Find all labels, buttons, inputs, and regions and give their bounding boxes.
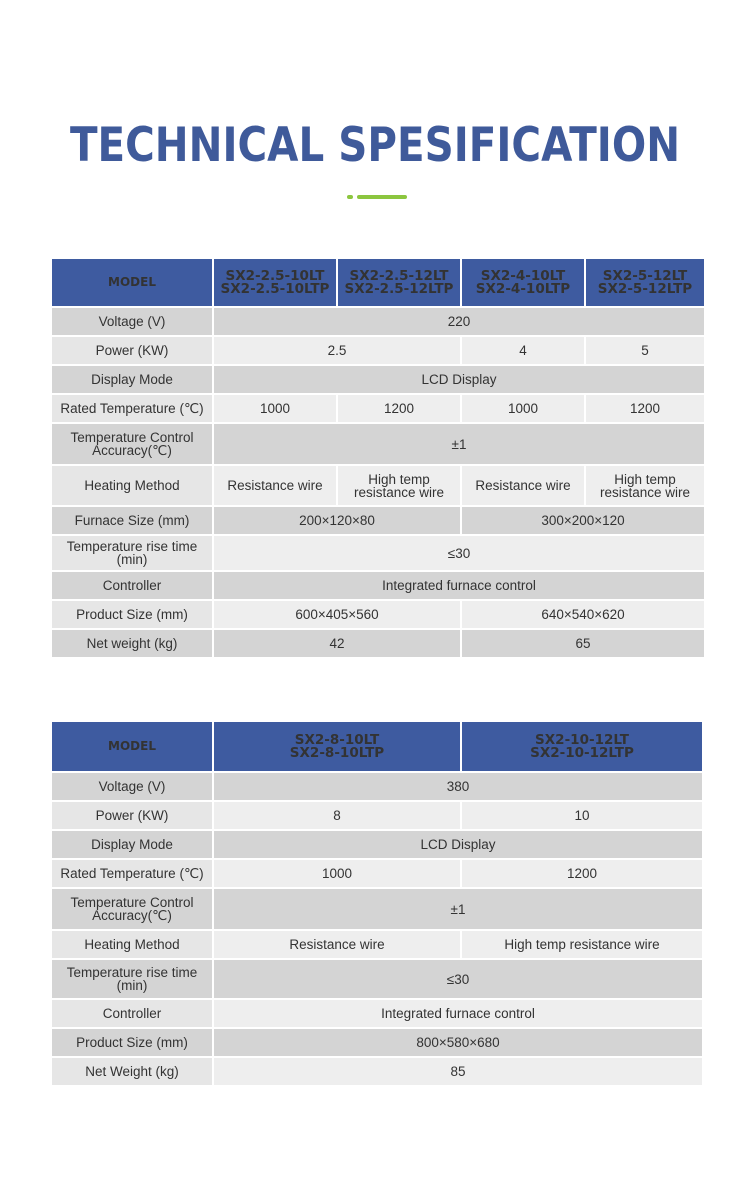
cell-value: 1000 bbox=[462, 395, 584, 422]
model-name: SX2-8-10LTP bbox=[289, 744, 385, 761]
row-label: Furnace Size (mm) bbox=[52, 507, 212, 534]
table-row bbox=[52, 1000, 702, 1027]
cell-value: Resistance wire bbox=[214, 466, 336, 505]
cell-value: Integrated furnace control bbox=[214, 572, 704, 599]
cell-value: 4 bbox=[462, 337, 584, 364]
model-name: SX2-10-12LTP bbox=[530, 744, 634, 761]
model-header: MODEL bbox=[52, 722, 212, 771]
table-row bbox=[52, 831, 702, 858]
cell-value: 220 bbox=[214, 308, 704, 335]
table-row bbox=[52, 1058, 702, 1085]
row-label: Product Size (mm) bbox=[52, 1029, 212, 1056]
cell-value: 65 bbox=[462, 630, 704, 657]
row-label: Heating Method bbox=[52, 466, 212, 505]
table-row bbox=[52, 960, 702, 998]
cell-value: 380 bbox=[214, 773, 702, 800]
model-name: SX2-2.5-10LT bbox=[225, 267, 325, 284]
model-name: SX2-10-12LT bbox=[535, 731, 629, 748]
cell-value: 300×200×120 bbox=[462, 507, 704, 534]
model-name: SX2-5-12LTP bbox=[597, 280, 693, 297]
table-row bbox=[52, 630, 704, 657]
cell-value: High temp resistance wire bbox=[462, 931, 702, 958]
table-row bbox=[52, 395, 704, 422]
spec-table-1 bbox=[50, 257, 706, 659]
cell-value: ≤30 bbox=[214, 960, 702, 998]
cell-value: Resistance wire bbox=[462, 466, 584, 505]
table-row bbox=[52, 572, 704, 599]
model-header: MODEL bbox=[52, 259, 212, 306]
row-label: Voltage (V) bbox=[52, 773, 212, 800]
cell-value: 1000 bbox=[214, 395, 336, 422]
cell-value: LCD Display bbox=[214, 831, 702, 858]
row-label: Display Mode bbox=[52, 831, 212, 858]
model-name: SX2-2.5-12LT bbox=[349, 267, 449, 284]
model-name: SX2-4-10LTP bbox=[475, 280, 571, 297]
row-label: Net Weight (kg) bbox=[52, 1058, 212, 1085]
cell-value: 10 bbox=[462, 802, 702, 829]
cell-value: Integrated furnace control bbox=[214, 1000, 702, 1027]
table-row bbox=[52, 536, 704, 570]
accent-dot bbox=[347, 195, 353, 199]
table-row bbox=[52, 773, 702, 800]
cell-value: 85 bbox=[214, 1058, 702, 1085]
model-name: SX2-8-10LT bbox=[294, 731, 380, 748]
row-label: Voltage (V) bbox=[52, 308, 212, 335]
cell-value: 2.5 bbox=[214, 337, 460, 364]
model-name: SX2-5-12LT bbox=[602, 267, 688, 284]
row-label: Temperature Control Accuracy(℃) bbox=[52, 889, 212, 929]
table-header-row bbox=[52, 722, 702, 771]
model-column-header bbox=[338, 259, 460, 306]
table-row bbox=[52, 337, 704, 364]
table-row bbox=[52, 1029, 702, 1056]
model-name: SX2-2.5-10LTP bbox=[220, 280, 330, 297]
title-accent-divider bbox=[347, 195, 407, 199]
model-column-header bbox=[214, 722, 460, 771]
table-row bbox=[52, 931, 702, 958]
cell-value: 8 bbox=[214, 802, 460, 829]
accent-bar bbox=[357, 195, 407, 199]
cell-value: High temp resistance wire bbox=[586, 466, 704, 505]
cell-value: High temp resistance wire bbox=[338, 466, 460, 505]
row-label: Rated Temperature (℃) bbox=[52, 395, 212, 422]
cell-value: 800×580×680 bbox=[214, 1029, 702, 1056]
spec-table-2 bbox=[50, 720, 704, 1087]
row-label: Controller bbox=[52, 572, 212, 599]
table-row bbox=[52, 802, 702, 829]
model-column-header bbox=[462, 722, 702, 771]
cell-value: 42 bbox=[214, 630, 460, 657]
cell-value: ≤30 bbox=[214, 536, 704, 570]
model-column-header bbox=[214, 259, 336, 306]
table-row bbox=[52, 308, 704, 335]
cell-value: 600×405×560 bbox=[214, 601, 460, 628]
table-row bbox=[52, 424, 704, 464]
row-label: Rated Temperature (℃) bbox=[52, 860, 212, 887]
row-label: Net weight (kg) bbox=[52, 630, 212, 657]
cell-value: ±1 bbox=[214, 889, 702, 929]
row-label: Temperature rise time (min) bbox=[52, 536, 212, 570]
table-row bbox=[52, 466, 704, 505]
cell-value: 5 bbox=[586, 337, 704, 364]
page-title: TECHNICAL SPESIFICATION bbox=[69, 118, 681, 173]
cell-value: 1200 bbox=[462, 860, 702, 887]
row-label: Heating Method bbox=[52, 931, 212, 958]
table-row bbox=[52, 507, 704, 534]
cell-value: 1200 bbox=[338, 395, 460, 422]
cell-value: 200×120×80 bbox=[214, 507, 460, 534]
model-column-header bbox=[462, 259, 584, 306]
table-row bbox=[52, 601, 704, 628]
row-label: Temperature Control Accuracy(℃) bbox=[52, 424, 212, 464]
model-column-header bbox=[586, 259, 704, 306]
cell-value: 640×540×620 bbox=[462, 601, 704, 628]
model-name: SX2-4-10LT bbox=[480, 267, 566, 284]
row-label: Controller bbox=[52, 1000, 212, 1027]
table-row bbox=[52, 889, 702, 929]
cell-value: ±1 bbox=[214, 424, 704, 464]
table-row bbox=[52, 860, 702, 887]
row-label: Temperature rise time (min) bbox=[52, 960, 212, 998]
row-label: Product Size (mm) bbox=[52, 601, 212, 628]
row-label: Display Mode bbox=[52, 366, 212, 393]
cell-value: LCD Display bbox=[214, 366, 704, 393]
cell-value: Resistance wire bbox=[214, 931, 460, 958]
row-label: Power (KW) bbox=[52, 802, 212, 829]
row-label: Power (KW) bbox=[52, 337, 212, 364]
cell-value: 1000 bbox=[214, 860, 460, 887]
table-row bbox=[52, 366, 704, 393]
table-header-row bbox=[52, 259, 704, 306]
cell-value: 1200 bbox=[586, 395, 704, 422]
model-name: SX2-2.5-12LTP bbox=[344, 280, 454, 297]
